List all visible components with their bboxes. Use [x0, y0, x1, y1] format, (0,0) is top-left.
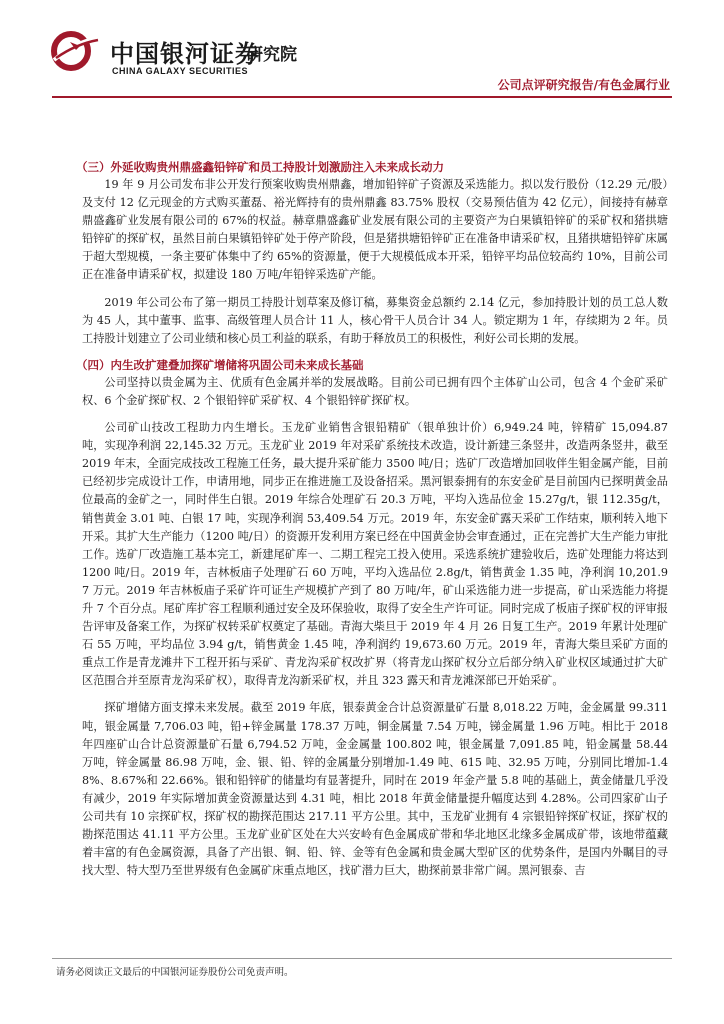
- header-divider: [52, 96, 672, 98]
- brand-institute: 研究院: [246, 45, 297, 65]
- paragraph: 2019 年公司公布了第一期员工持股计划草案及修订稿，募集资金总额约 2.14 亿元，参加持股计划的员工总人数为 45 人，其中董事、监事、高级管理人员合计 11 人，核心骨干人员合计 34 人。锁定期为 1 年，存续期为 2 年。员工持股计划建立了公司业绩和核心员工利益的联系，有助于释放员工的积极性，利好公司长期的发展。: [82, 295, 668, 345]
- page-header: [0, 0, 724, 100]
- brand-name-en: CHINA GALAXY SECURITIES: [112, 66, 249, 76]
- brand-name-cn: 中国银河证券: [110, 40, 260, 68]
- footer-divider: [52, 958, 672, 959]
- report-body: [76, 158, 669, 889]
- report-type-label: 公司点评研究报告/有色金属行业: [497, 78, 670, 92]
- paragraph: 探矿增储方面支撑未来发展。截至 2019 年底，银泰黄金合计总资源量矿石量 8,018.22 万吨，金金属量 99.311 吨，银金属量 7,706.03 吨，铅+锌金属量 178.37 万吨，铜金属量 7.54 万吨，锑金属量 1.96 万吨。相比于 2018 年四座矿山合计总资源量矿石量 6,794.52 万吨，金金属量 100.802 吨，银金属量 7,091.85 吨，铅金属量 58.44 万吨，锌金属量 86.98 万吨，金、银、铅、锌的金属量分别增加-1.49 吨、615 吨、32.95 万吨，分别同比增加-1.48%、8.67%和 22.66%。银和铅锌矿的储量均有显著提升，同时在 2019 年金产量 5.8 吨的基础上，黄金储量几乎没有减少，2019 年实际增加黄金资源量达到 4.31 吨，相比 2018 年黄金储量提升幅度达到 4.28%。公司四家矿山子公司共有 10 宗探矿权，探矿权的勘探范围达 217.11 平方公里。其中，玉龙矿业拥有 4 宗银铅锌探矿权证，探矿权的勘探范围达 41.11 平方公里。玉龙矿业矿区处在大兴安岭有色金属成矿带和华北地区北缘多金属成矿带，该地带蕴藏着丰富的有色金属资源，具备了产出银、铜、铅、锌、金等有色金属和贵金属大型矿区的优势条件，是国内外瞩目的寻找大型、特大型乃至世界级有色金属矿床重点地区，找矿潜力巨大，勘探前景非常广阔。黑河银泰、吉: [82, 701, 668, 878]
- paragraph: 公司矿山技改工程助力内生增长。玉龙矿业销售含银铅精矿（银单独计价）6,949.24 吨，锌精矿 15,094.87 吨，实现净利润 22,145.32 万元。玉龙矿业 2019 年对采矿系统技术改造，设计新建三条竖井，改造两条竖井，截至 2019 年末，全面完成技改工程施工任务，最大提升采矿能力 3500 吨/日；选矿厂改造增加回收伴生钼金属产能，目前已经初步完成设计工作，申请用地，同步正在推进施工及设备招采。黑河银泰拥有的东安金矿是目前国内已探明黄金品位最高的金矿之一，同时伴生白银。2019 年综合处理矿石 20.3 万吨，平均入选品位金 15.27g/t，银 112.35g/t，销售黄金 3.01 吨、白银 17 吨，实现净利润 53,409.54 万元。2019 年，东安金矿露天采矿工作结束，顺利转入地下开采。其扩大生产能力（1200 吨/日）的资源开发利用方案已经在中国黄金协会审查通过，正在完善扩大生产能力审批工作。选矿厂改造施工基本完工，新建尾矿库一、二期工程完工投入使用。采选系统扩建验收后，选矿处理能力将达到 1200 吨/日。2019 年，吉林板庙子处理矿石 60 万吨，平均入选品位 2.8g/t，销售黄金 1.35 吨，净利润 10,201.97 万元。2019 年吉林板庙子采矿许可证生产规模扩产到了 80 万吨/年，矿山采选能力进一步提高，矿山采选能力将提升 7 个百分点。尾矿库扩容工程顺利通过安全及环保验收，取得了安全生产许可证。同时完成了板庙子探矿权的评审报告评审及备案工作，为探矿权转采矿权奠定了基础。青海大柴旦于 2019 年 4 月 26 日复工生产。2019 年累计处理矿石 55 万吨，平均品位 3.94 g/t，销售黄金 1.45 吨，净利润约 19,673.60 万元。2019 年，青海大柴旦采矿方面的重点工作是青龙滩井下工程开拓与采矿、青龙沟采矿权改扩界（将青龙山探矿权分立后部分纳入矿业权区域通过扩大矿区范围合并至原青龙沟采矿权），取得青龙沟新采矿权，并且 323 露天和青龙滩深部已开始采矿。: [82, 421, 669, 688]
- section-heading-4: （四）内生改扩建叠加探矿增储将巩固公司未来成长基础: [76, 357, 364, 372]
- paragraph: 公司坚持以贵金属为主、优质有色金属并举的发展战略。目前公司已拥有四个主体矿山公司，包含 4 个金矿采矿权、6 个金矿探矿权、2 个银铅锌矿采矿权、4 个银铅锌矿探矿权。: [82, 375, 668, 407]
- galaxy-logo-icon: [50, 30, 100, 72]
- section-heading-3: （三）外延收购贵州鼎盛鑫铅锌矿和员工持股计划激励注入未来成长动力: [76, 160, 444, 174]
- paragraph: 19 年 9 月公司发布非公开发行预案收购贵州鼎鑫，增加铅锌矿子资源及采选能力。拟以发行股份（12.29 元/股）及支付 12 亿元现金的方式购买董磊、裕光辉持有的贵州鼎鑫 83.75% 股权（交易预估值为 42 亿元），间接持有赫章鼎盛鑫矿业发展有限公司的 67%的权益。赫章鼎盛鑫矿业发展有限公司的主要资产为白果镇铅锌矿的采矿权和猪拱塘铅锌矿的探矿权，虽然目前白果镇铅锌矿处于停产阶段，但是猪拱塘铅锌矿正在准备申请采矿权，且猪拱塘铅锌矿床属于超大型规模，一条主要矿体集中了约 65%的资源量，便于大规模低成本开采，铅锌平均品位较高约 10%，目前公司正在准备申请采矿权，拟建设 180 万吨/年铅锌采选矿产能。: [82, 178, 668, 282]
- footer-disclaimer: 请务必阅读正文最后的中国银河证券股份公司免责声明。: [56, 967, 294, 978]
